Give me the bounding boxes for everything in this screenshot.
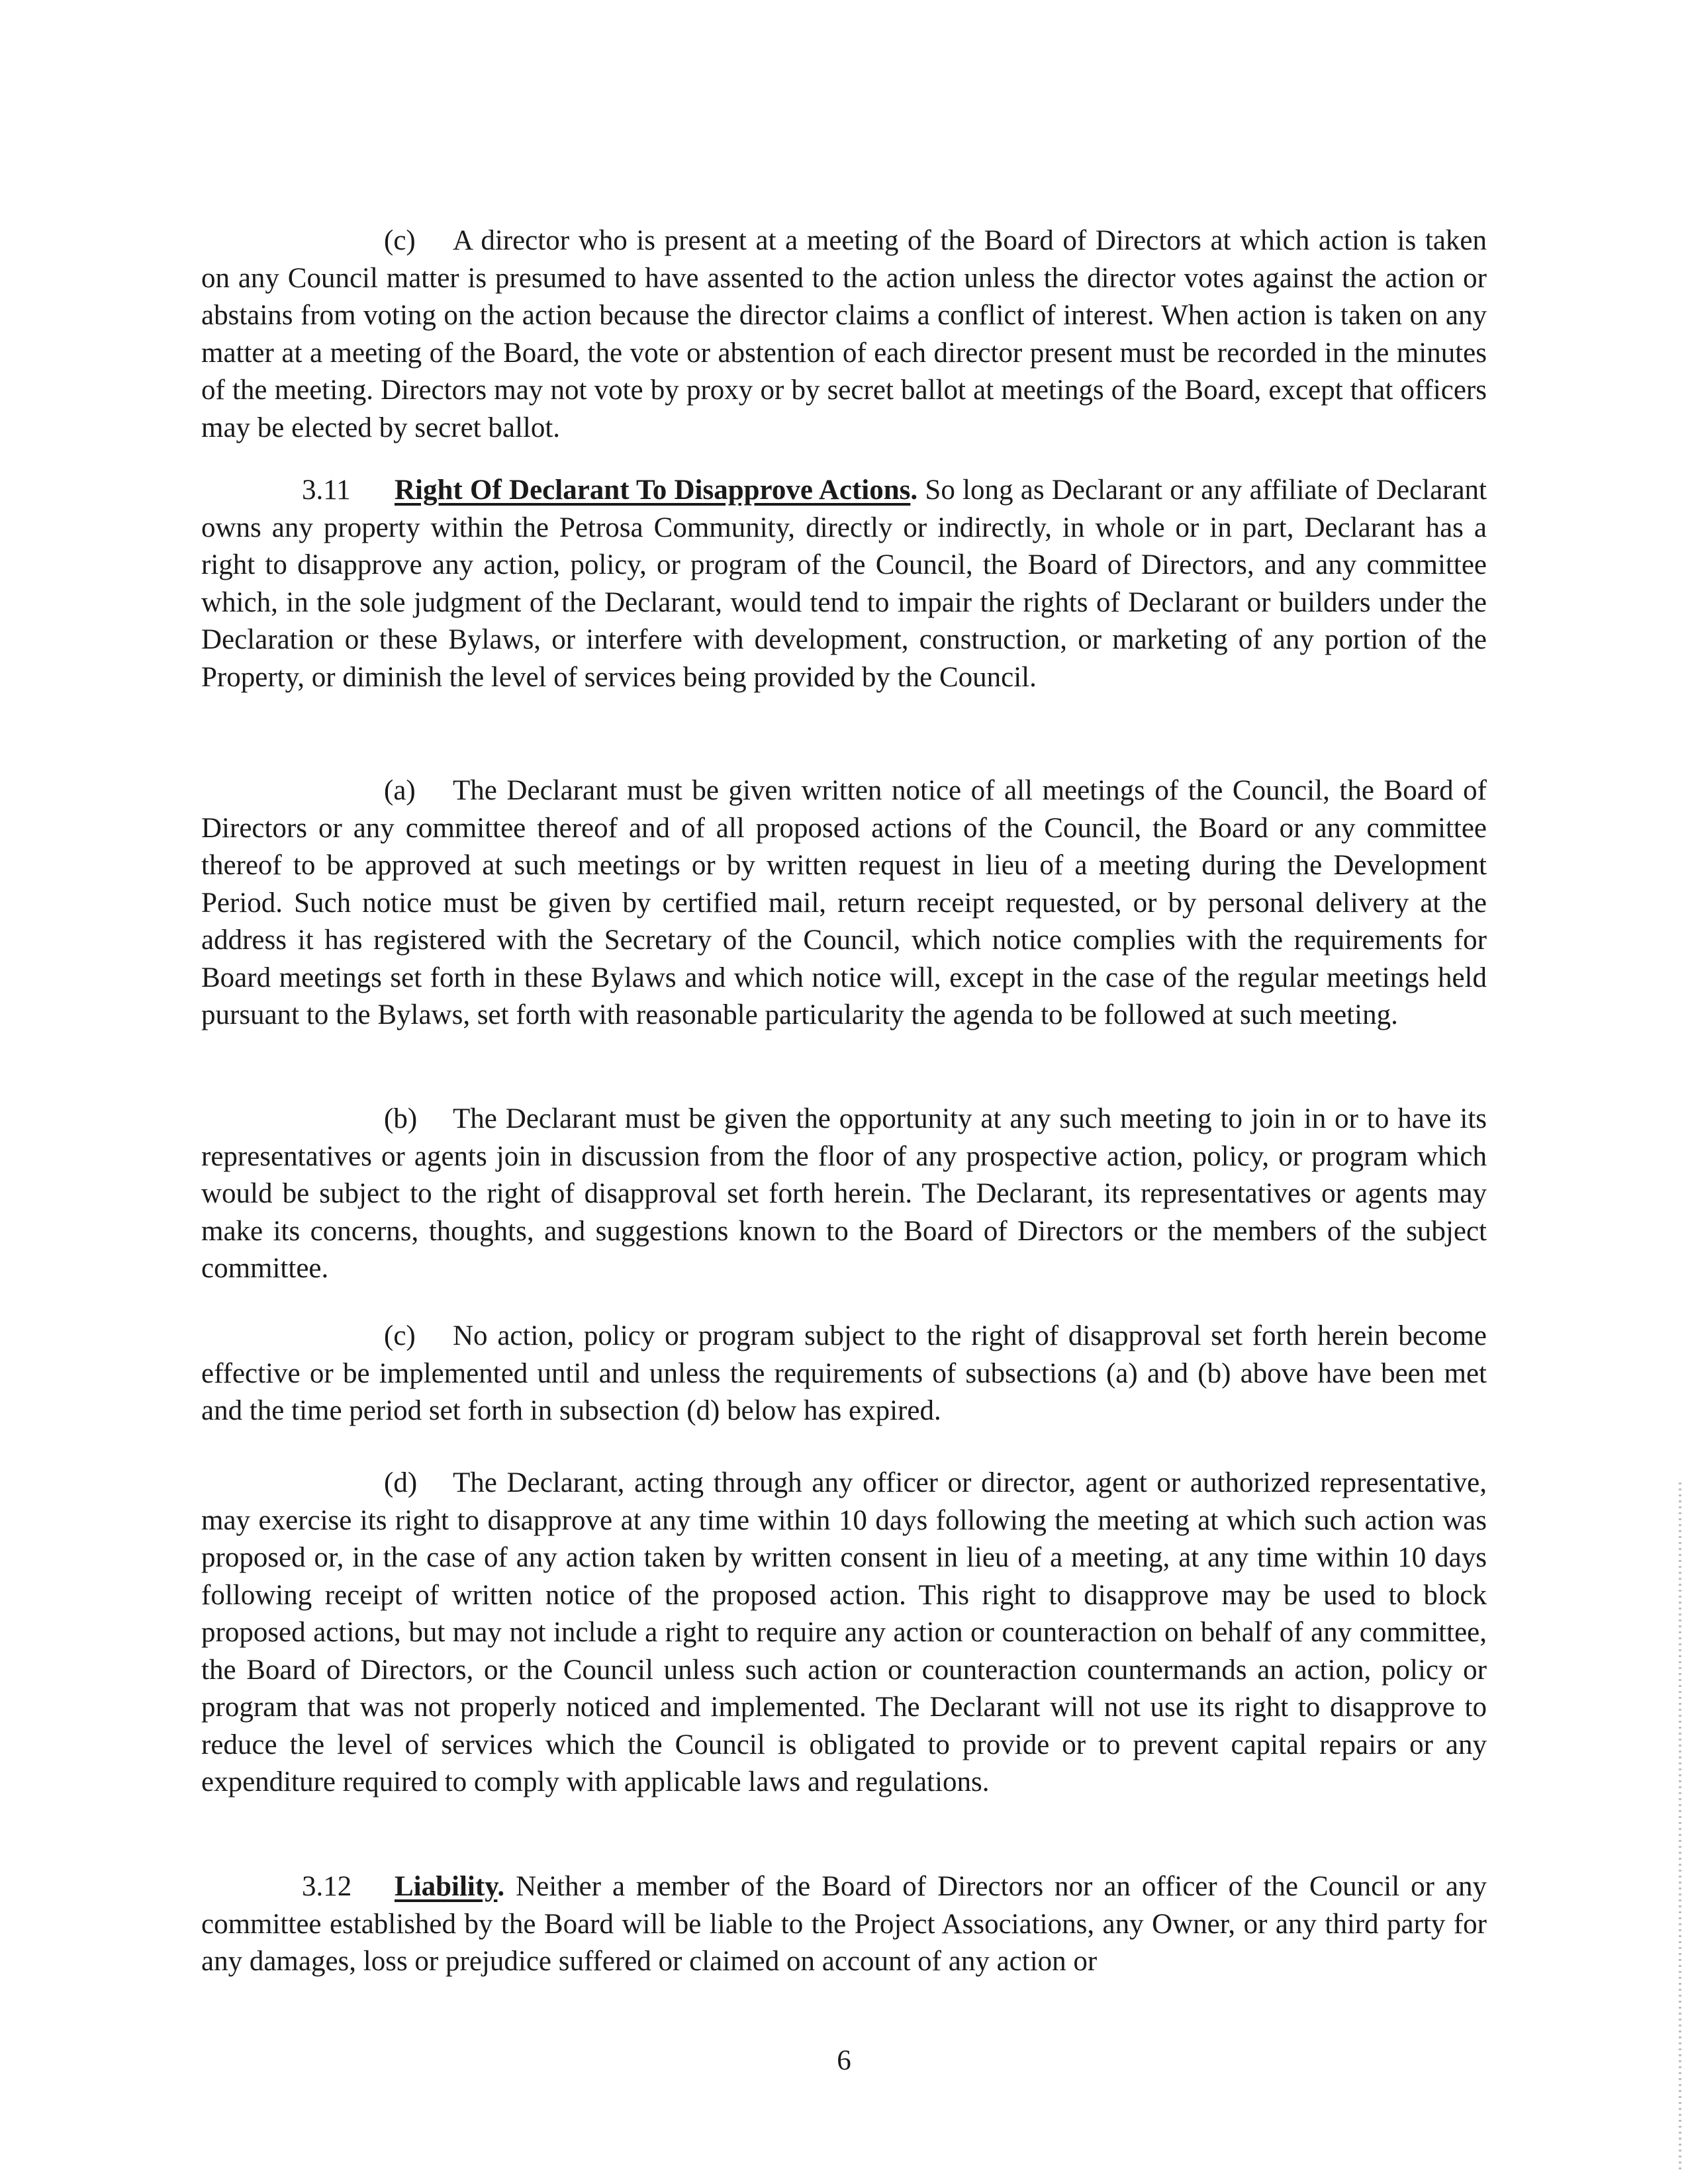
section-3-11 <box>201 472 1487 696</box>
subsection-text: The Declarant must be given the opportunity at any such meeting to join in or to have its representatives or agents join in discussion from the floor of any prospective action, policy, or program which would be subject to the right of disapproval set forth herein. The Declarant, its representatives or agents may make its concerns, thoughts, and suggestions known to the Board of Directors or the members of the subject committee. <box>201 1103 1487 1284</box>
subsection-label: (d) <box>384 1467 418 1498</box>
section-heading: Liability <box>395 1871 498 1902</box>
subsection-label: (a) <box>384 775 416 806</box>
section-number: 3.12 <box>302 1871 352 1902</box>
subsection-label: (c) <box>384 1320 416 1351</box>
section-heading: Right Of Declarant To Disapprove Actions <box>395 475 911 506</box>
subsection-text: The Declarant must be given written notice of all meetings of the Council, the Board of Directors or any committee thereof and of all proposed actions of the Council, the Board or any committee thereof to be approved at such meetings or by written request in lieu of a meeting during the Development Period. Such notice must be given by certified mail, return receipt requested, or by personal delivery at the address it has registered with the Secretary of the Council, which notice complies with the requirements for Board meetings set forth in these Bylaws and which notice will, except in the case of the regular meetings held pursuant to the Bylaws, set forth with reasonable particularity the agenda to be followed at such meeting. <box>201 775 1487 1030</box>
page-number: 6 <box>837 2045 851 2076</box>
scan-edge-artifact <box>1679 1482 1681 2171</box>
section-number: 3.11 <box>302 475 351 506</box>
subsection-c <box>201 1318 1487 1430</box>
subsection-text: No action, policy or program subject to the right of disapproval set forth herein become effective or be implemented until and unless the requirements of subsections (a) and (b) above have been met and the time period set forth in subsection (d) below has expired. <box>201 1320 1487 1426</box>
paragraph-label: (c) <box>384 225 416 256</box>
subsection-d <box>201 1465 1487 1801</box>
subsection-a <box>201 772 1487 1034</box>
section-text: Neither a member of the Board of Directors nor an officer of the Council or any committee established by the Board will be liable to the Project Associations, any Owner, or any third party for any damages, loss or prejudice suffered or claimed on account of any action or <box>201 1871 1487 1977</box>
paragraph-c-director-assent <box>201 222 1487 447</box>
subsection-b <box>201 1101 1487 1288</box>
section-3-12 <box>201 1868 1487 1981</box>
section-text: So long as Declarant or any affiliate of Declarant owns any property within the Petrosa Community, directly or indirectly, in whole or in part, Declarant has a right to disapprove any action, policy, or program of the Council, the Board of Directors, and any committee which, in the sole judgment of the Declarant, would tend to impair the rights of Declarant or builders under the Declaration or these Bylaws, or interfere with development, construction, or marketing of any portion of the Property, or diminish the level of services being provided by the Council. <box>201 475 1487 693</box>
paragraph-text: A director who is present at a meeting of the Board of Directors at which action is taken on any Council matter is presumed to have assented to the action unless the director votes against the action or abstains from voting on the action because the director claims a conflict of interest. When action is taken on any matter at a meeting of the Board, the vote or abstention of each director present must be recorded in the minutes of the meeting. Directors may not vote by proxy or by secret ballot at meetings of the Board, except that officers may be elected by secret ballot. <box>201 225 1487 443</box>
heading-punctuation: . <box>910 475 918 506</box>
heading-punctuation: . <box>497 1871 505 1902</box>
subsection-text: The Declarant, acting through any officer or director, agent or authorized representative, may exercise its right to disapprove at any time within 10 days following the meeting at which such action was proposed or, in the case of any action taken by written consent in lieu of a meeting, at any time within 10 days following receipt of written notice of the proposed action. This right to disapprove may be used to block proposed actions, but may not include a right to require any action or counteraction on behalf of any committee, the Board of Directors, or the Council unless such action or counteraction countermands an action, policy or program that was not properly noticed and implemented. The Declarant will not use its right to disapprove to reduce the level of services which the Council is obligated to provide or to prevent capital repairs or any expenditure required to comply with applicable laws and regulations. <box>201 1467 1487 1797</box>
subsection-label: (b) <box>384 1103 418 1134</box>
